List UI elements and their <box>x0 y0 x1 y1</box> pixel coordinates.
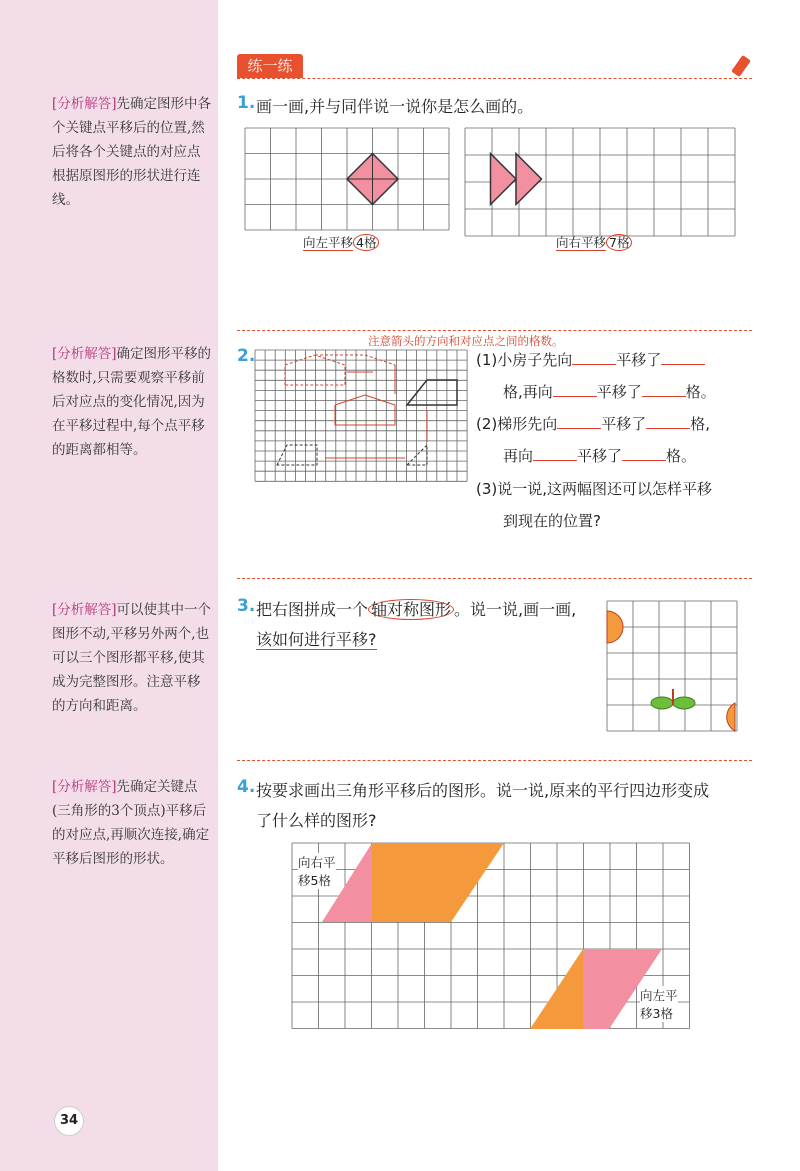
q2-blank[interactable] <box>661 364 705 365</box>
q2-line2: 格,再向 平移了 格。 <box>503 383 716 401</box>
q4-orange-parallelogram <box>372 843 504 922</box>
q3-leaf <box>651 697 673 709</box>
q2-grid <box>255 350 467 485</box>
q1-grid-right <box>465 128 735 230</box>
q2-blank[interactable] <box>553 396 597 397</box>
section-banner: 练一练 <box>237 54 303 78</box>
q3-leaf <box>673 697 695 709</box>
divider <box>237 78 752 79</box>
divider <box>237 760 752 761</box>
grid-lines <box>255 350 467 481</box>
q4-number: 4. <box>237 777 256 797</box>
q4-label-right: 向右平 移5格 <box>298 855 336 888</box>
q2-line5: (3)说一说,这两幅图还可以怎样平移 <box>476 480 713 498</box>
q2-line1: (1)小房子先向 平移了 <box>476 349 705 370</box>
q4-line1: 按要求画出三角形平移后的图形。说一说,原来的平行四边形变成 <box>256 781 710 800</box>
q2-number: 2. <box>237 346 256 366</box>
q2-hint: 注意箭头的方向和对应点之间的格数。 <box>368 334 564 348</box>
analysis-note-2: [分析解答]确定图形平移的格数时,只需要观察平移前后对应点的变化情况,因为在平移过程中,每个点平移的距离都相等。 <box>52 346 212 458</box>
q3-number: 3. <box>237 596 256 616</box>
analysis-note-1: [分析解答]先确定图形中各个关键点平移后的位置,然后将各个关键点的对应点根据原图形的形状进行连线。 <box>52 96 212 208</box>
page-number: 34 <box>54 1106 84 1136</box>
q1-number: 1. <box>237 93 256 113</box>
q1-caption-left: 向左平移 4格 <box>303 233 379 251</box>
q3-grid <box>607 601 739 731</box>
analysis-note-4: [分析解答]先确定关键点(三角形的3个顶点)平移后的对应点,再顺次连接,确定平移后图形的形状。 <box>52 779 210 867</box>
q3-flower-piece <box>607 611 623 643</box>
q2-trapezoid-original <box>277 445 317 465</box>
q2-line6: 到现在的位置? <box>503 512 601 530</box>
q3-flower-piece <box>727 703 735 731</box>
q4-grid <box>292 843 690 1029</box>
divider <box>237 330 752 331</box>
q2-line3: (2)梯形先向 平移了 格, <box>476 415 711 433</box>
q3-line2: 该如何进行平移? <box>256 630 377 649</box>
divider <box>237 578 752 579</box>
q1-triangle <box>516 154 542 205</box>
q2-blank[interactable] <box>533 460 577 461</box>
q2-line4: 再向 平移了 格。 <box>503 447 697 465</box>
q4-label-left: 向左平 移3格 <box>640 988 678 1021</box>
q2-blank[interactable] <box>646 428 690 429</box>
grid-lines <box>292 843 690 1029</box>
q4-line2: 了什么样的图形? <box>256 811 377 830</box>
q2-blank[interactable] <box>557 428 601 429</box>
q1-grid-left <box>245 128 449 230</box>
q2-blank[interactable] <box>642 396 686 397</box>
q2-trapezoid-final <box>407 380 457 405</box>
analysis-note-3: [分析解答]可以使其中一个图形不动,平移另外两个,也可以三个图形都平移,使其成为完整图形。注意平移的方向和距离。 <box>52 602 212 714</box>
q2-blank[interactable] <box>572 364 616 365</box>
q1-caption-right: 向右平移 7格 <box>556 233 632 251</box>
q1-triangle <box>491 154 517 205</box>
q3-line1: 把右图拼成一个 轴对称图形 。说一说,画一画, <box>256 600 577 619</box>
q2-blank[interactable] <box>622 460 666 461</box>
q1-text: 画一画,并与同伴说一说你是怎么画的。 <box>256 97 534 116</box>
pencil-icon <box>731 55 751 77</box>
grid-lines <box>607 601 737 731</box>
